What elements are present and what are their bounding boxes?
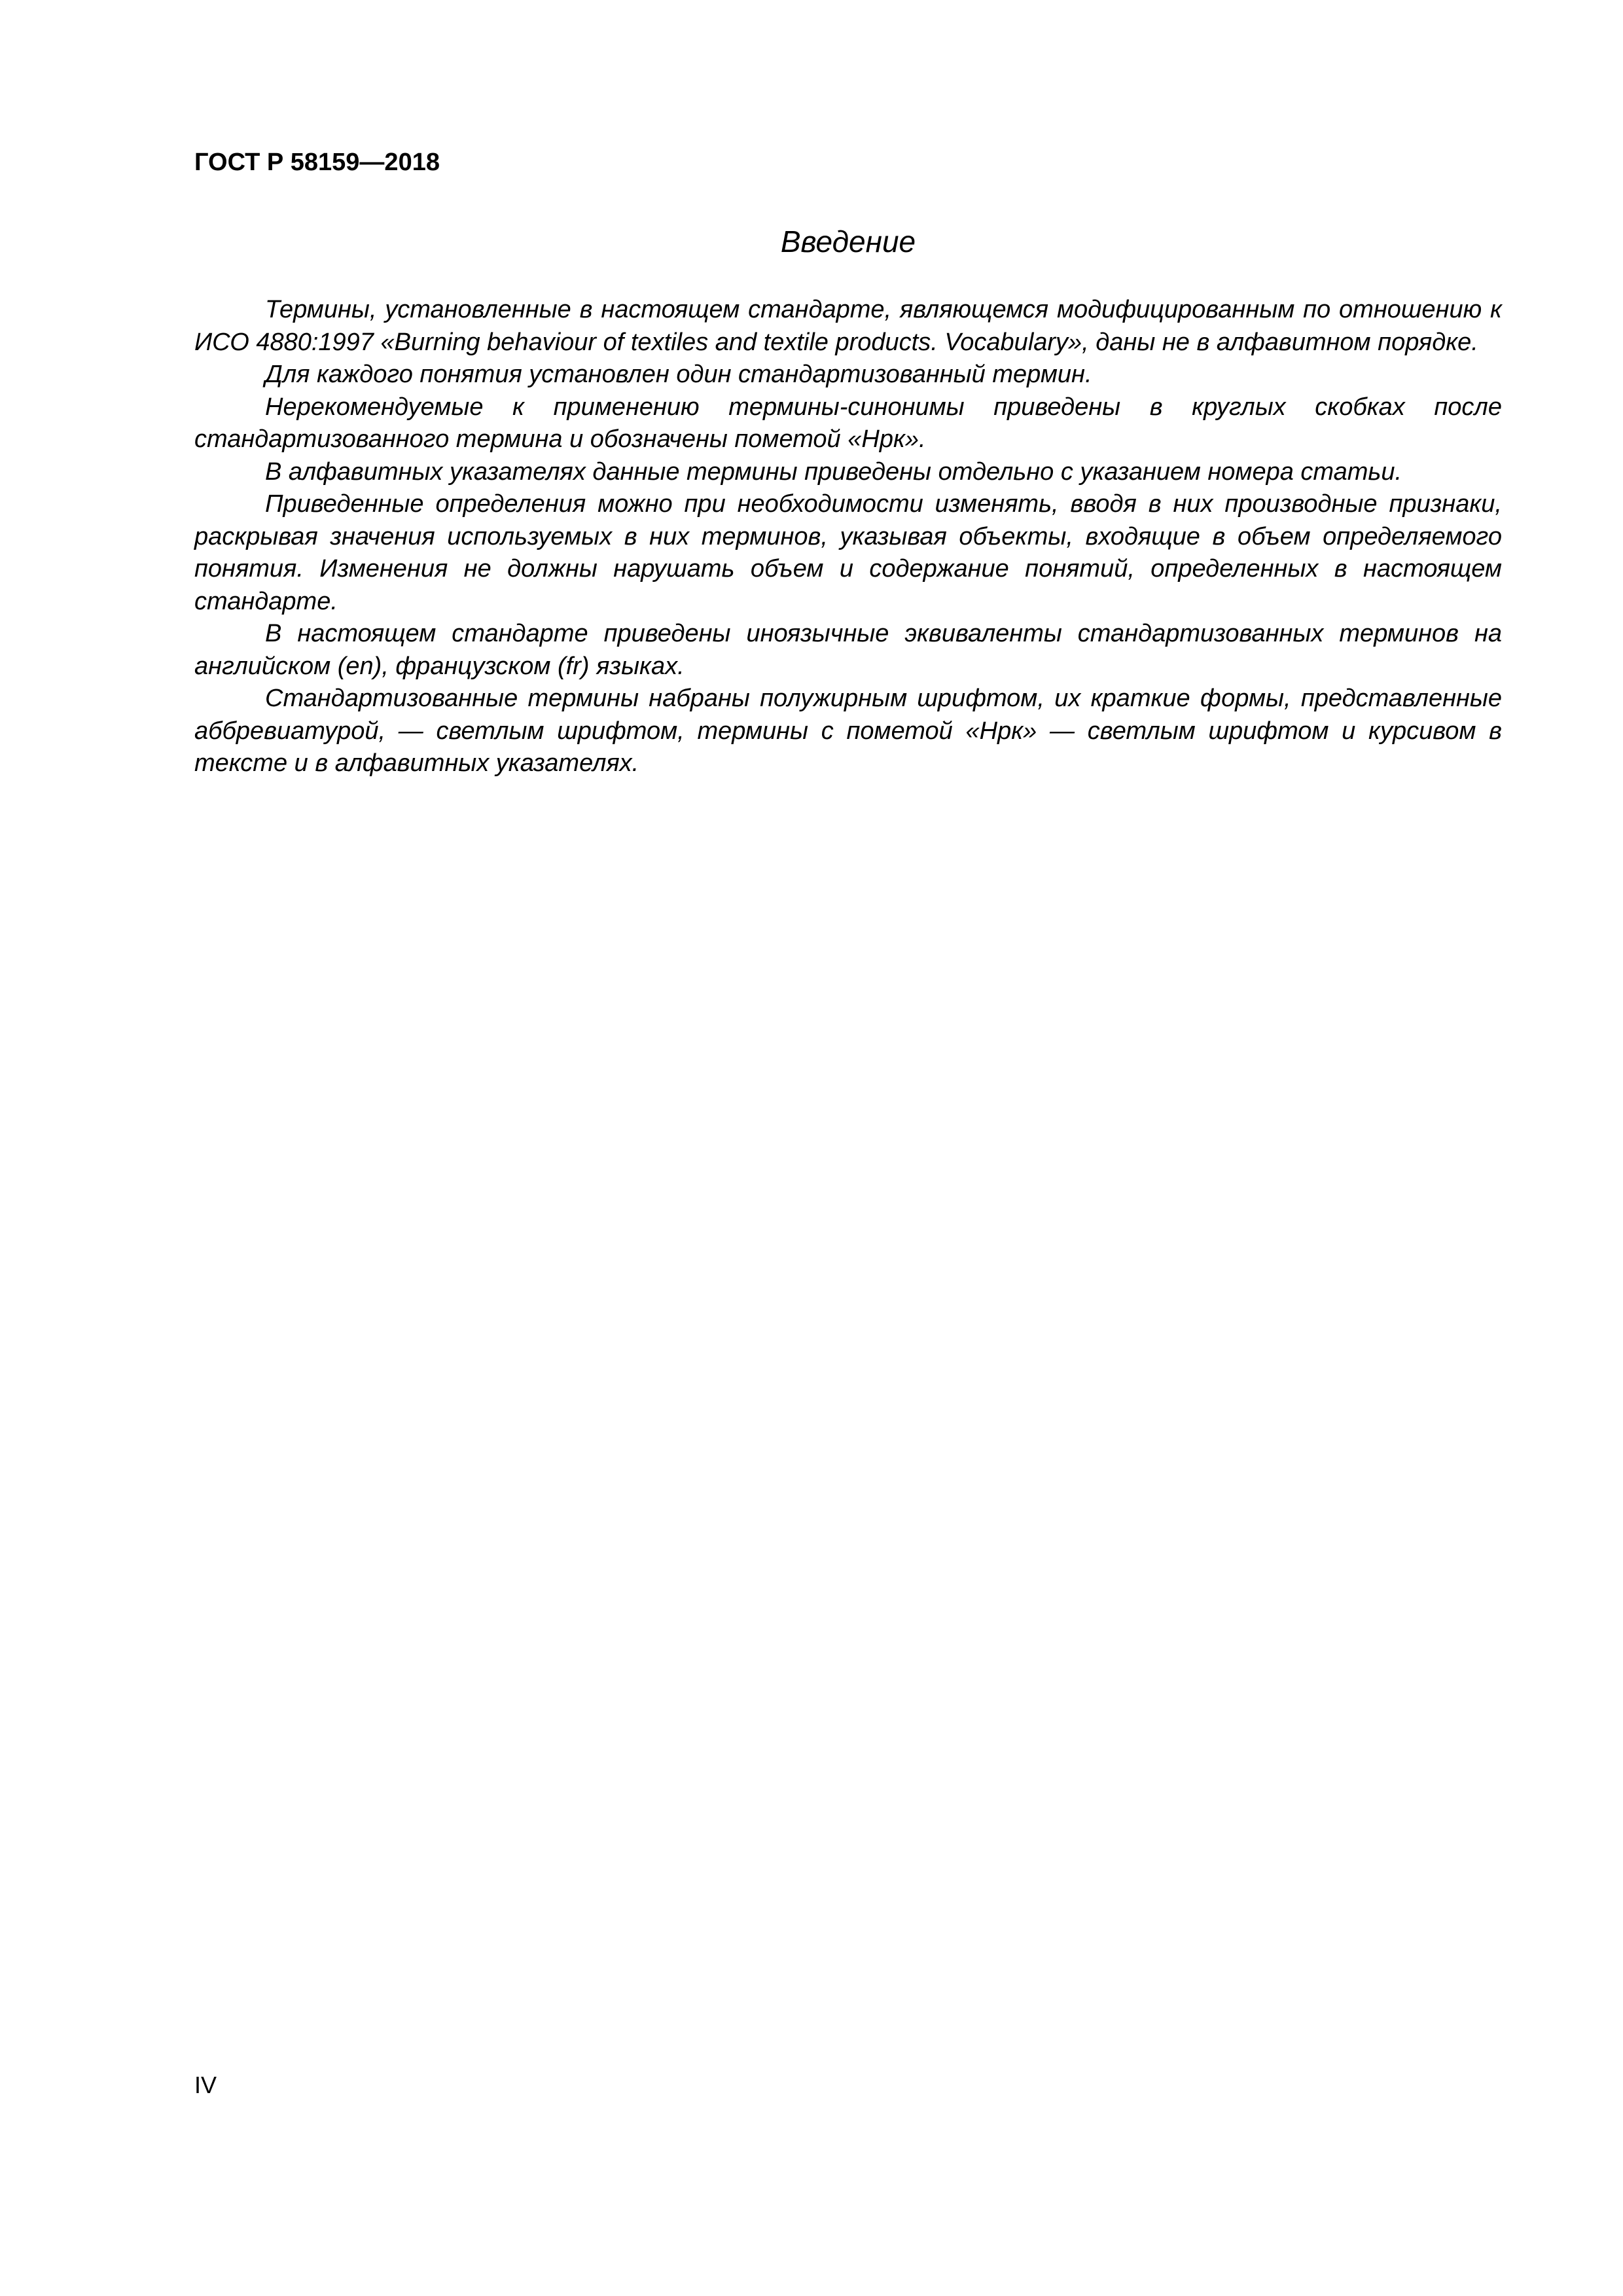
introduction-body	[194, 294, 1502, 780]
paragraph: Нерекомендуемые к применению термины-синонимы приведены в круглых скобках после стандартизованного термина и обозначены пометой «Нрк».	[194, 393, 1502, 453]
paragraph: Приведенные определения можно при необходимости изменять, вводя в них производные признаки, раскрывая значения используемых в них терминов, указывая объекты, входящие в объем определяемого понятия. Изменения не должны нарушать объем и содержание понятий, определенных в настоящем стандарте.	[194, 490, 1502, 615]
section-title: Введение	[780, 224, 916, 259]
paragraph: В настоящем стандарте приведены иноязычные эквиваленты стандартизованных терминов на английском (en), французском (fr) языках.	[194, 620, 1502, 680]
paragraph: Термины, установленные в настоящем стандарте, являющемся модифицированным по отношению к ИСО 4880:1997 «Burning behaviour of textiles and textile products. Vocabulary», даны не в алфавитном порядке.	[194, 296, 1502, 356]
page-number: IV	[194, 2072, 217, 2098]
standard-designation: ГОСТ Р 58159—2018	[194, 149, 440, 176]
paragraph: Стандартизованные термины набраны полужирным шрифтом, их краткие формы, представленные аббревиатурой, — светлым шрифтом, термины с пометой «Нрк» — светлым шрифтом и курсивом в тексте и в алфавитных указателях.	[194, 685, 1502, 777]
paragraph: В алфавитных указателях данные термины приведены отдельно с указанием номера статьи.	[265, 457, 1402, 486]
paragraph: Для каждого понятия установлен один стандартизованный термин.	[265, 361, 1092, 388]
